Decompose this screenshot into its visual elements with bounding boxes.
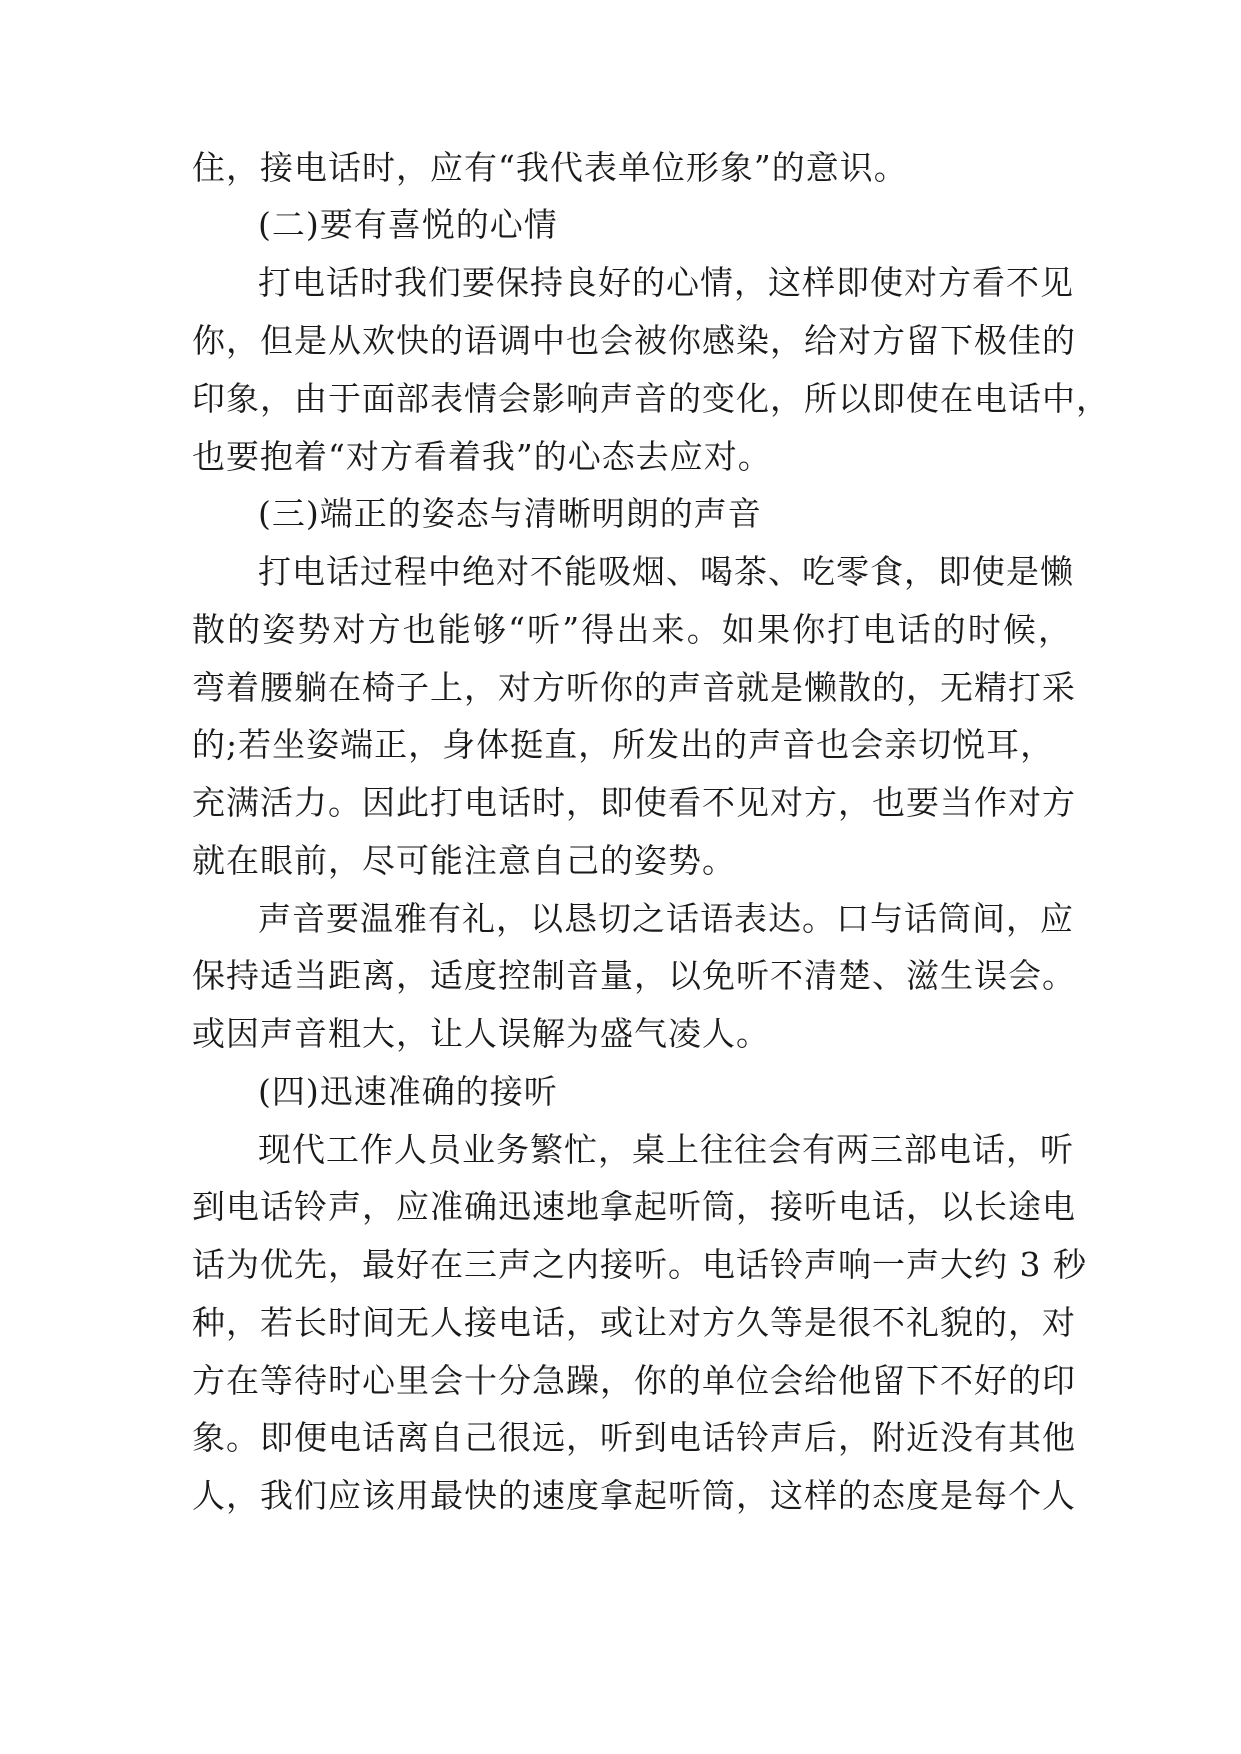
paragraph-line: 打电话时我们要保持良好的心情，这样即使对方看不见 (258, 263, 1074, 302)
paragraph-line: 或因声音粗大，让人误解为盛气凌人。 (192, 1014, 770, 1053)
section-heading: (四)迅速准确的接听 (258, 1072, 558, 1111)
paragraph-line: 散的姿势对方也能够“听”得出来。如果你打电话的时候， (192, 610, 1072, 649)
section-heading: (三)端正的姿态与清晰明朗的声音 (258, 494, 762, 533)
paragraph-line: 弯着腰躺在椅子上，对方听你的声音就是懒散的，无精打采 (192, 668, 1076, 707)
paragraph-line: 方在等待时心里会十分急躁，你的单位会给他留下不好的印 (192, 1361, 1076, 1400)
paragraph-line: 充满活力。因此打电话时，即使看不见对方，也要当作对方 (192, 783, 1076, 822)
paragraph-line: 的;若坐姿端正，身体挺直，所发出的声音也会亲切悦耳， (192, 725, 1055, 764)
paragraph-line: 种，若长时间无人接电话，或让对方久等是很不礼貌的，对 (192, 1303, 1076, 1342)
paragraph-line: 就在眼前，尽可能注意自己的姿势。 (192, 841, 736, 880)
paragraph-line: 印象，由于面部表情会影响声音的变化，所以即使在电话中， (192, 379, 1110, 418)
paragraph-line: 到电话铃声，应准确迅速地拿起听筒，接听电话，以长途电 (192, 1187, 1076, 1226)
paragraph-line: 打电话过程中绝对不能吸烟、喝茶、吃零食，即使是懒 (258, 552, 1074, 591)
paragraph-line: 现代工作人员业务繁忙，桌上往往会有两三部电话，听 (258, 1130, 1074, 1169)
paragraph-line: 住，接电话时，应有“我代表单位形象”的意识。 (192, 148, 908, 187)
paragraph-line: 象。即便电话离自己很远，听到电话铃声后，附近没有其他 (192, 1418, 1076, 1457)
paragraph-line: 话为优先，最好在三声之内接听。电话铃声响一声大约 3 秒 (192, 1245, 1087, 1284)
paragraph-line: 保持适当距离，适度控制音量，以免听不清楚、滋生误会。 (192, 956, 1076, 995)
paragraph-line: 你，但是从欢快的语调中也会被你感染，给对方留下极佳的 (192, 321, 1076, 360)
paragraph-line: 声音要温雅有礼，以恳切之话语表达。口与话筒间，应 (258, 899, 1074, 938)
section-heading: (二)要有喜悦的心情 (258, 205, 558, 244)
paragraph-line: 也要抱着“对方看着我”的心态去应对。 (192, 437, 772, 476)
paragraph-line: 人，我们应该用最快的速度拿起听筒，这样的态度是每个人 (192, 1476, 1076, 1515)
